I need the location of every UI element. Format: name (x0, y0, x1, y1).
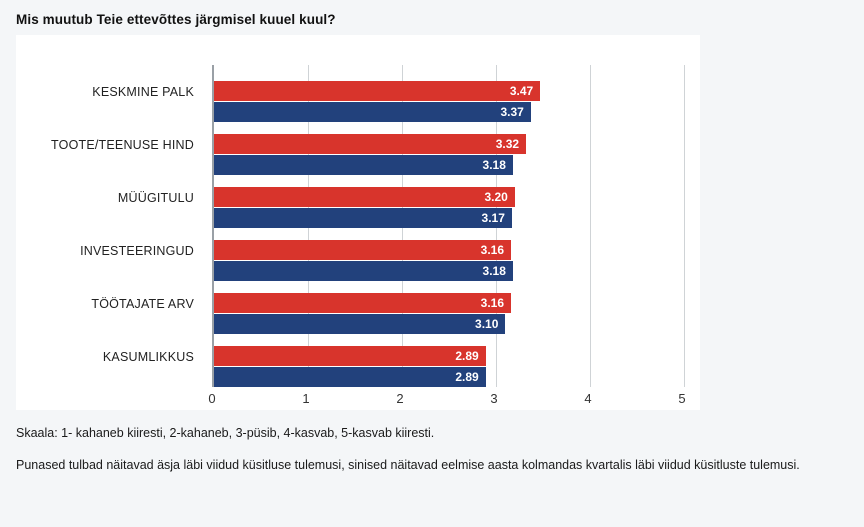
category-label: MÜÜGITULU (117, 191, 194, 205)
x-tick-label: 3 (490, 391, 498, 406)
scale-note: Skaala: 1- kahaneb kiiresti, 2-kahaneb, 3-püsib, 4-kasvab, 5-kasvab kiiresti. (16, 426, 435, 440)
category-label: TOOTE/TEENUSE HIND (51, 138, 194, 152)
chart-card (16, 35, 700, 410)
bar-red[interactable] (214, 187, 515, 207)
x-tick-label: 4 (584, 391, 592, 406)
bar-red[interactable] (214, 240, 511, 260)
bar-value: 2.89 (455, 349, 479, 363)
bar-value: 3.20 (484, 190, 508, 204)
bar-red[interactable] (214, 346, 486, 366)
x-tick-label: 1 (302, 391, 310, 406)
bar-red[interactable] (214, 293, 511, 313)
category-label: KESKMINE PALK (92, 85, 194, 99)
gridline-4 (590, 65, 591, 387)
x-tick-label: 2 (396, 391, 404, 406)
category-label: INVESTEERINGUD (80, 244, 194, 258)
bar-blue[interactable] (214, 208, 512, 228)
bar-value: 3.32 (495, 137, 520, 151)
bar-value: 3.18 (482, 264, 506, 278)
bar-blue[interactable] (214, 102, 531, 122)
bar-blue[interactable] (214, 155, 513, 175)
x-tick-label: 0 (208, 391, 216, 406)
page-title: Mis muutub Teie ettevõttes järgmisel kuuel kuul? (16, 12, 336, 27)
bar-value: 3.47 (509, 84, 534, 98)
bar-value: 2.89 (455, 370, 479, 384)
bar-value: 3.18 (482, 158, 506, 172)
category-label: TÖÖTAJATE ARV (91, 297, 194, 311)
category-label: KASUMLIKKUS (102, 350, 194, 364)
bar-value: 3.17 (481, 211, 505, 225)
bar-blue[interactable] (214, 314, 505, 334)
legend-note: Punased tulbad näitavad äsja läbi viidud küsitluse tulemusi, sinised näitavad eelmise aasta kolmandas kvartalis läbi viidud küsitluste tulemusi. (16, 458, 800, 473)
bar-value: 3.10 (475, 317, 499, 331)
bar-blue[interactable] (214, 261, 513, 281)
bar-value: 3.16 (480, 296, 504, 310)
bar-red[interactable] (214, 81, 540, 101)
bar-blue[interactable] (214, 367, 486, 387)
bars-region (212, 65, 684, 387)
gridline-5 (684, 65, 685, 387)
bar-value: 3.16 (480, 243, 504, 257)
chart-plot-area (16, 35, 700, 410)
x-tick-label: 5 (678, 391, 686, 406)
x-axis (208, 387, 686, 411)
category-axis (16, 65, 202, 387)
bar-value: 3.37 (500, 105, 524, 119)
bar-red[interactable] (214, 134, 526, 154)
